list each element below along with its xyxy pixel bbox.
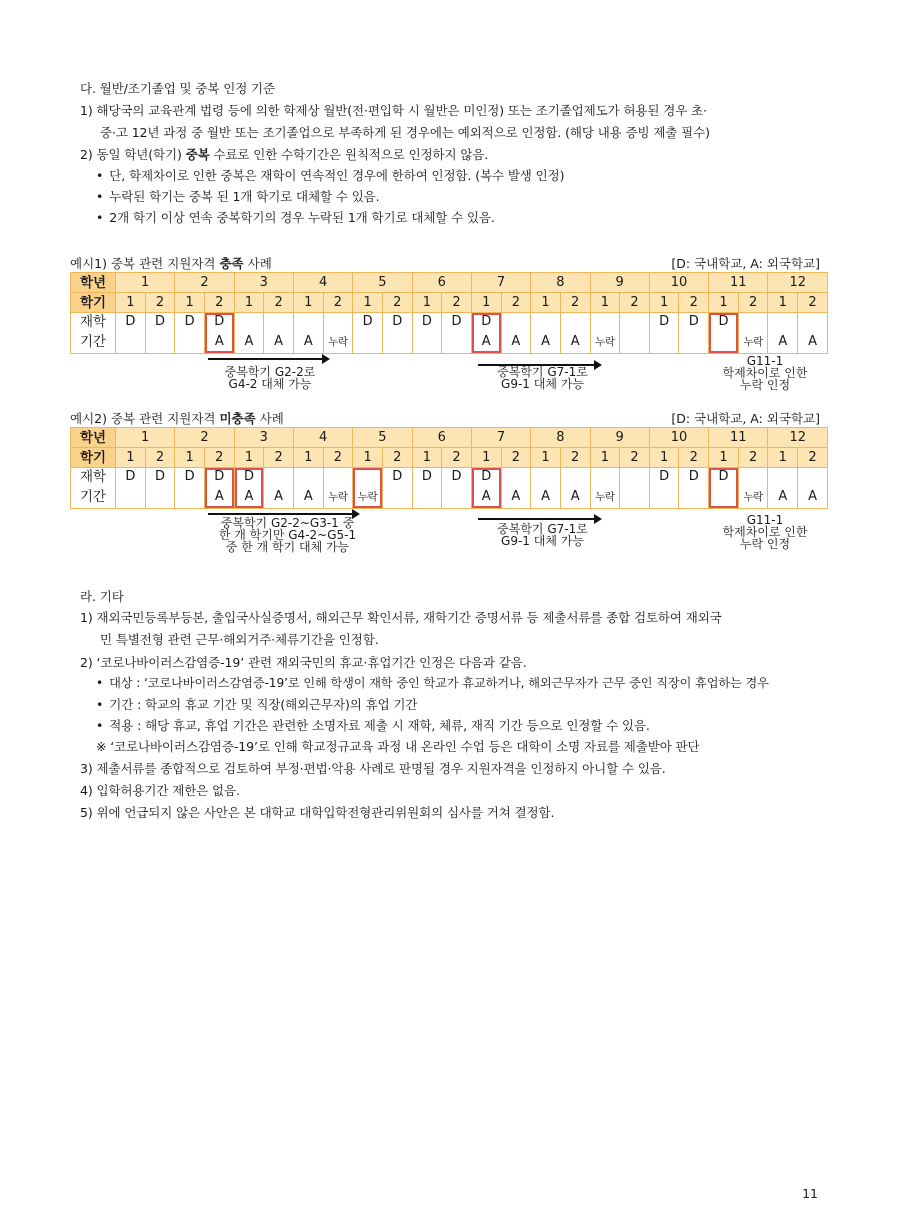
period-cell — [323, 468, 353, 487]
grade-cell: 5 — [353, 273, 412, 293]
semester-cell: 2 — [501, 293, 531, 313]
semester-cell: 1 — [531, 448, 561, 468]
grade-cell: 6 — [412, 428, 471, 448]
period-cell: A — [204, 486, 234, 509]
period-row-1 — [71, 468, 828, 487]
grade-cell: 12 — [768, 273, 828, 293]
example1-note1: 중복학기 G2-2로 G4-2 대체 가능 — [224, 365, 316, 391]
section-d-bullet1: • 대상 : ‘코로나바이러스감염증-19’로 인해 학생이 재학 중인 학교가 휴교하거나, 해외근무자가 근무 중인 직장이 휴업하는 경우 — [96, 674, 769, 692]
period-cell: A — [234, 486, 264, 509]
period-cell — [116, 486, 146, 509]
grade-label: 학년 — [71, 428, 116, 448]
semester-cell: 2 — [798, 293, 828, 313]
semester-cell: 1 — [234, 293, 264, 313]
semester-cell: 1 — [531, 293, 561, 313]
period-cell — [560, 468, 590, 487]
section-c-item2: 2) 동일 학년(학기) 중복 수료로 인한 수학기간은 원칙적으로 인정하지 않음. — [80, 147, 489, 162]
period-cell — [382, 486, 412, 509]
period-cell: 누락 — [323, 331, 353, 354]
period-cell: D — [116, 313, 146, 332]
period-cell — [145, 486, 175, 509]
period-cell: D — [353, 313, 383, 332]
period-cell — [234, 313, 264, 332]
semester-cell: 1 — [590, 293, 620, 313]
semester-cell: 2 — [442, 448, 472, 468]
period-row-2 — [71, 331, 828, 354]
grade-cell: 2 — [175, 428, 234, 448]
period-cell — [560, 313, 590, 332]
period-cell: 누락 — [590, 486, 620, 509]
section-d-bullet3: • 적용 : 해당 휴교, 휴업 기간은 관련한 소명자료 제출 시 재학, 체류, 재직 기간 등으로 인정할 수 있음. — [96, 717, 650, 735]
example2-table — [70, 427, 828, 509]
period-cell: D — [145, 313, 175, 332]
semester-cell: 1 — [353, 448, 383, 468]
period-label-b: 기간 — [71, 486, 116, 509]
period-cell — [620, 331, 650, 354]
semester-cell: 1 — [234, 448, 264, 468]
example2-note3: G11-1 학제차이로 인한 누락 인정 — [722, 513, 808, 551]
period-cell: A — [798, 486, 828, 509]
example1-note2: 중복학기 G7-1로 G9-1 대체 가능 — [497, 365, 588, 391]
grade-cell: 4 — [293, 428, 352, 448]
grade-cell: 3 — [234, 428, 293, 448]
period-cell — [620, 468, 650, 487]
period-cell: A — [264, 486, 294, 509]
period-cell: A — [501, 331, 531, 354]
period-cell: 누락 — [738, 486, 768, 509]
semester-cell: 2 — [382, 293, 412, 313]
period-cell: A — [560, 486, 590, 509]
period-cell — [175, 486, 205, 509]
period-cell: D — [709, 468, 739, 487]
period-cell — [649, 331, 679, 354]
semester-cell: 2 — [560, 448, 590, 468]
period-cell: 누락 — [353, 486, 383, 509]
semester-row — [71, 448, 828, 468]
grade-cell: 12 — [768, 428, 828, 448]
semester-row — [71, 293, 828, 313]
period-cell: D — [175, 313, 205, 332]
period-cell — [649, 486, 679, 509]
page-number: 11 — [802, 1186, 818, 1201]
period-label-a: 재학 — [71, 313, 116, 332]
period-cell — [531, 468, 561, 487]
period-cell: D — [412, 468, 442, 487]
example1-title: 예시1) 중복 관련 지원자격 충족 사례 — [70, 256, 272, 271]
period-cell — [531, 313, 561, 332]
period-cell: A — [768, 486, 798, 509]
period-cell: D — [709, 313, 739, 332]
period-cell: D — [649, 468, 679, 487]
semester-cell: 1 — [412, 448, 442, 468]
semester-cell: 1 — [116, 448, 146, 468]
grade-cell: 10 — [649, 428, 708, 448]
period-cell: A — [768, 331, 798, 354]
semester-cell: 1 — [353, 293, 383, 313]
example1-note3: G11-1 학제차이로 인한 누락 인정 — [722, 354, 808, 392]
period-cell — [264, 468, 294, 487]
section-d-title: 라. 기타 — [80, 589, 124, 604]
period-cell: D — [145, 468, 175, 487]
period-label-b: 기간 — [71, 331, 116, 354]
period-cell — [590, 468, 620, 487]
period-cell: A — [293, 331, 323, 354]
period-cell: D — [471, 313, 501, 332]
semester-cell: 1 — [175, 293, 205, 313]
period-cell: A — [471, 331, 501, 354]
semester-cell: 1 — [293, 448, 323, 468]
grade-cell: 1 — [116, 428, 175, 448]
semester-cell: 2 — [738, 293, 768, 313]
period-cell — [768, 468, 798, 487]
period-cell — [145, 331, 175, 354]
period-label-a: 재학 — [71, 468, 116, 487]
semester-cell: 1 — [471, 448, 501, 468]
period-cell — [620, 486, 650, 509]
semester-cell: 1 — [293, 293, 323, 313]
semester-cell: 1 — [412, 293, 442, 313]
period-cell — [501, 468, 531, 487]
example2-note2: 중복학기 G7-1로 G9-1 대체 가능 — [497, 522, 588, 548]
period-cell: D — [234, 468, 264, 487]
period-cell: A — [798, 331, 828, 354]
example1-legend: [D: 국내학교, A: 외국학교] — [671, 256, 820, 271]
period-cell: A — [204, 331, 234, 354]
semester-cell: 2 — [620, 448, 650, 468]
example2-title: 예시2) 중복 관련 지원자격 미충족 사례 — [70, 411, 284, 426]
semester-cell: 1 — [709, 293, 739, 313]
section-d-item3: 3) 제출서류를 종합적으로 검토하여 부정·편법·악용 사례로 판명될 경우 지원자격을 인정하지 아니할 수 있음. — [80, 761, 666, 776]
period-cell — [768, 313, 798, 332]
semester-label: 학기 — [71, 293, 116, 313]
grade-cell: 9 — [590, 273, 649, 293]
section-d-item1-line2: 민 특별전형 관련 근무·해외거주·체류기간을 인정함. — [100, 632, 379, 647]
semester-cell: 1 — [116, 293, 146, 313]
period-cell: D — [679, 468, 709, 487]
period-cell: D — [204, 468, 234, 487]
period-cell: D — [382, 468, 412, 487]
period-cell: 누락 — [590, 331, 620, 354]
semester-cell: 2 — [382, 448, 412, 468]
semester-cell: 1 — [768, 293, 798, 313]
semester-cell: 2 — [679, 448, 709, 468]
grade-row — [71, 273, 828, 293]
period-cell — [620, 313, 650, 332]
semester-cell: 2 — [620, 293, 650, 313]
period-cell — [501, 313, 531, 332]
semester-cell: 2 — [264, 293, 294, 313]
example2-arrow1 — [208, 513, 358, 515]
example2-legend: [D: 국내학교, A: 외국학교] — [671, 411, 820, 426]
grade-cell: 11 — [709, 428, 768, 448]
semester-cell: 1 — [768, 448, 798, 468]
period-cell — [412, 486, 442, 509]
section-c-title: 다. 월반/조기졸업 및 중복 인정 기준 — [80, 81, 276, 96]
period-cell — [353, 468, 383, 487]
period-cell — [679, 331, 709, 354]
semester-cell: 2 — [204, 293, 234, 313]
semester-cell: 1 — [590, 448, 620, 468]
period-cell — [293, 468, 323, 487]
grade-cell: 9 — [590, 428, 649, 448]
section-d-item4: 4) 입학허용기간 제한은 없음. — [80, 783, 240, 798]
section-d-item1-line1: 1) 재외국민등록부등본, 출입국사실증명서, 해외근무 확인서류, 재학기간 증명서류 등 제출서류를 종합 검토하여 재외국 — [80, 610, 722, 625]
period-cell — [323, 313, 353, 332]
semester-cell: 2 — [679, 293, 709, 313]
semester-cell: 2 — [204, 448, 234, 468]
example1-table — [70, 272, 828, 354]
section-c-item1-line2: 중·고 12년 과정 중 월반 또는 조기졸업으로 부족하게 된 경우에는 예외적으로 인정함. (해당 내용 증빙 제출 필수) — [100, 125, 710, 140]
period-cell: D — [382, 313, 412, 332]
example2-arrow2 — [478, 518, 600, 520]
semester-cell: 2 — [145, 293, 175, 313]
semester-cell: 2 — [264, 448, 294, 468]
period-row-2 — [71, 486, 828, 509]
period-cell — [798, 468, 828, 487]
period-cell — [679, 486, 709, 509]
period-cell — [116, 331, 146, 354]
period-cell: D — [649, 313, 679, 332]
period-row-1 — [71, 313, 828, 332]
period-cell: A — [471, 486, 501, 509]
period-cell: 누락 — [323, 486, 353, 509]
example1-arrow1 — [208, 358, 328, 360]
period-cell: D — [116, 468, 146, 487]
grade-cell: 8 — [531, 273, 590, 293]
period-cell: A — [531, 486, 561, 509]
period-cell — [590, 313, 620, 332]
period-cell: A — [293, 486, 323, 509]
period-cell: D — [679, 313, 709, 332]
period-cell — [709, 331, 739, 354]
grade-cell: 11 — [709, 273, 768, 293]
period-cell: A — [234, 331, 264, 354]
period-cell: D — [175, 468, 205, 487]
semester-cell: 2 — [145, 448, 175, 468]
grade-cell: 3 — [234, 273, 293, 293]
section-d-bullet2: • 기간 : 학교의 휴교 기간 및 직장(해외근무자)의 휴업 기간 — [96, 696, 417, 714]
period-cell: A — [531, 331, 561, 354]
period-cell: A — [501, 486, 531, 509]
semester-cell: 1 — [649, 293, 679, 313]
period-cell: D — [204, 313, 234, 332]
semester-cell: 1 — [649, 448, 679, 468]
period-cell — [738, 313, 768, 332]
example2-note1: 중복학기 G2-2~G3-1 중 한 개 학기만 G4-2~G5-1 중 한 개 학기 대체 가능 — [218, 516, 357, 554]
grade-label: 학년 — [71, 273, 116, 293]
period-cell: D — [412, 313, 442, 332]
section-c-bullet3: • 2개 학기 이상 연속 중복학기의 경우 누락된 1개 학기로 대체할 수 있음. — [96, 209, 495, 227]
period-cell — [412, 331, 442, 354]
period-cell — [353, 331, 383, 354]
grade-cell: 1 — [116, 273, 175, 293]
period-cell: 누락 — [738, 331, 768, 354]
grade-cell: 7 — [471, 273, 530, 293]
period-cell — [442, 331, 472, 354]
section-c-bullet1: • 단, 학제차이로 인한 중복은 재학이 연속적인 경우에 한하여 인정함. (복수 발생 인정) — [96, 167, 564, 185]
section-d-note: ※ ‘코로나바이러스감염증-19’로 인해 학교정규교육 과정 내 온라인 수업 등은 대학이 소명 자료를 제출받아 판단 — [96, 739, 700, 754]
semester-cell: 2 — [501, 448, 531, 468]
semester-cell: 2 — [798, 448, 828, 468]
period-cell: A — [560, 331, 590, 354]
grade-cell: 4 — [293, 273, 352, 293]
period-cell — [175, 331, 205, 354]
period-cell: D — [471, 468, 501, 487]
grade-cell: 6 — [412, 273, 471, 293]
semester-cell: 2 — [560, 293, 590, 313]
period-cell — [442, 486, 472, 509]
semester-cell: 2 — [323, 448, 353, 468]
period-cell — [293, 313, 323, 332]
grade-cell: 8 — [531, 428, 590, 448]
period-cell: D — [442, 313, 472, 332]
semester-label: 학기 — [71, 448, 116, 468]
period-cell — [382, 331, 412, 354]
grade-cell: 10 — [649, 273, 708, 293]
semester-cell: 1 — [709, 448, 739, 468]
period-cell — [738, 468, 768, 487]
grade-cell: 5 — [353, 428, 412, 448]
section-d-item5: 5) 위에 언급되지 않은 사안은 본 대학교 대학입학전형관리위원회의 심사를 거쳐 결정함. — [80, 805, 555, 820]
section-c-item1-line1: 1) 해당국의 교육관계 법령 등에 의한 학제상 월반(전·편입학 시 월반은 미인정) 또는 조기졸업제도가 허용된 경우 초· — [80, 103, 707, 118]
grade-cell: 2 — [175, 273, 234, 293]
semester-cell: 2 — [323, 293, 353, 313]
section-d-item2: 2) ‘코로나바이러스감염증-19’ 관련 재외국민의 휴교·휴업기간 인정은 다음과 같음. — [80, 655, 527, 670]
semester-cell: 1 — [175, 448, 205, 468]
grade-cell: 7 — [471, 428, 530, 448]
period-cell — [709, 486, 739, 509]
semester-cell: 2 — [738, 448, 768, 468]
period-cell — [264, 313, 294, 332]
period-cell: D — [442, 468, 472, 487]
semester-cell: 1 — [471, 293, 501, 313]
grade-row — [71, 428, 828, 448]
period-cell: A — [264, 331, 294, 354]
section-c-bullet2: • 누락된 학기는 중복 된 1개 학기로 대체할 수 있음. — [96, 188, 380, 206]
semester-cell: 2 — [442, 293, 472, 313]
period-cell — [798, 313, 828, 332]
